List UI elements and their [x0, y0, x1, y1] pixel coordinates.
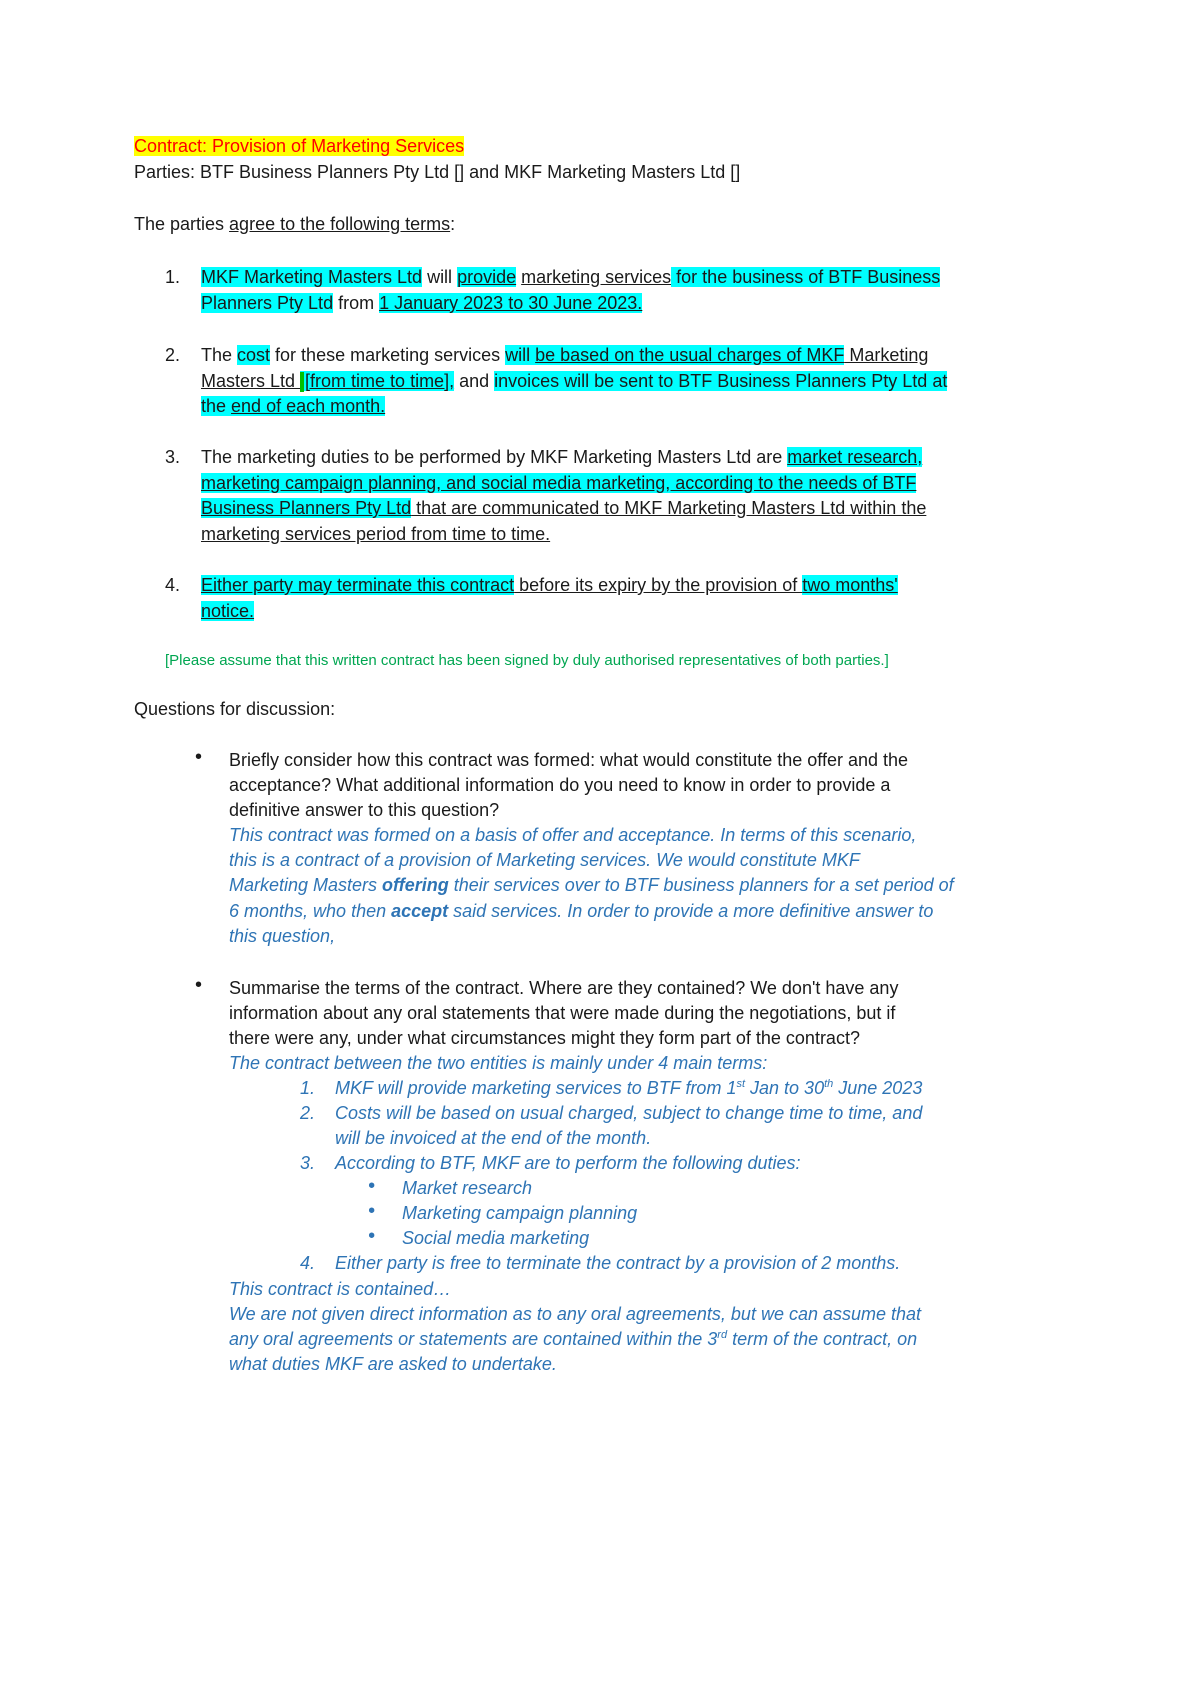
text-run: Marketing Masters [229, 875, 383, 896]
term-number: 4. [165, 575, 181, 595]
parties-line: Parties: BTF Business Planners Pty Ltd [] and MKF Marketing Masters Ltd [] [134, 162, 741, 182]
term-line [201, 521, 550, 548]
question-line [229, 1000, 895, 1027]
questions-heading: Questions for discussion: [134, 699, 336, 719]
term-line [201, 495, 926, 522]
text-run: Summarise the terms of the contract. Where are they contained? We don't have any [229, 978, 899, 998]
text-run: market research, [787, 447, 923, 467]
answer-item-number: 1. [300, 1078, 316, 1098]
text-run: offering [382, 875, 449, 896]
text-run: Social media marketing [402, 1228, 590, 1248]
text-run: for the business of BTF Business [671, 267, 941, 287]
text-run: Planners Pty Ltd [201, 292, 334, 313]
answer-item-line: will be invoiced at the end of the month. [335, 1128, 652, 1148]
question-line [229, 747, 908, 774]
answer-line [229, 822, 916, 849]
text-run: that are communicated to MKF Marketing Masters Ltd within the [411, 498, 927, 518]
text-run: notice. [201, 600, 255, 621]
term-number: 2. [165, 345, 181, 365]
text-run: end of each month. [231, 396, 386, 416]
text-run: [from time to time], [305, 370, 455, 391]
question-line [229, 1025, 860, 1052]
text-run: Market research [402, 1178, 533, 1198]
question-line [229, 772, 890, 799]
text-run: there were any, under what circumstances might they form part of the contract? [229, 1028, 860, 1048]
text-run: The contract between the two entities is mainly under 4 main terms: [229, 1053, 768, 1073]
signature-note: [Please assume that this written contract has been signed by duly authorised representatives of both parties.] [165, 652, 889, 669]
bullet-icon: • [368, 1200, 376, 1222]
term-line [201, 393, 385, 420]
term-line [201, 470, 916, 497]
term-line [201, 342, 928, 369]
text-run: cost [237, 345, 271, 365]
term-line [201, 598, 254, 625]
text-run: this is a contract of a provision of Marketing services. We would constitute MKF [229, 850, 860, 871]
answer-item-line: MKF will provide marketing services to BTF from 1st Jan to 30th June 2023 [335, 1078, 923, 1098]
text-run: two months' [802, 575, 898, 595]
duty-item [402, 1225, 589, 1252]
text-run: marketing services [521, 267, 672, 287]
text-run: Briefly consider how this contract was formed: what would constitute the offer and the [229, 750, 909, 770]
text-run: Business Planners Pty Ltd [201, 498, 412, 518]
text-run: 1 January 2023 to 30 June 2023. [379, 292, 643, 313]
contained-line [229, 1276, 451, 1303]
term-line [201, 264, 940, 291]
answer-line [229, 872, 954, 899]
contract-title: Contract: Provision of Marketing Services [134, 136, 465, 156]
term-line [201, 290, 642, 317]
text-run: This contract was formed on a basis of offer and acceptance. In terms of this scenario, [229, 825, 917, 845]
term-number: 3. [165, 447, 181, 467]
text-run: acceptance? What additional information do you need to know in order to provide a [229, 775, 891, 795]
text-run: 6 months, who then [229, 900, 392, 921]
answer-item-line: According to BTF, MKF are to perform the following duties: [335, 1153, 801, 1173]
closing-line: any oral agreements or statements are contained within the 3rd term of the contract, on [229, 1329, 918, 1349]
question-line [229, 797, 499, 824]
text-run: for these marketing services [270, 345, 506, 365]
bullet-icon: • [195, 974, 203, 996]
text-run: information about any oral statements that were made during the negotiations, but if [229, 1003, 896, 1023]
question-line [229, 975, 898, 1002]
text-run: The [201, 345, 238, 365]
text-run: definitive answer to this question? [229, 800, 500, 820]
text-run: from [333, 292, 380, 313]
text-run: said services. In order to provide a more definitive answer to [448, 900, 934, 921]
answer-item-line: Either party is free to terminate the contract by a provision of 2 months. [335, 1253, 901, 1273]
bullet-icon: • [368, 1175, 376, 1197]
text-run: Either party may terminate this contract [201, 575, 515, 595]
answer-item-number: 3. [300, 1153, 316, 1173]
duty-item [402, 1175, 532, 1202]
text-run: Marketing campaign planning [402, 1203, 638, 1223]
text-run: MKF Marketing Masters Ltd [201, 267, 423, 287]
text-run: will [505, 345, 536, 365]
text-run: their services over to BTF business planners for a set period of [448, 875, 954, 896]
text-run: accept [391, 900, 449, 921]
duty-item [402, 1200, 637, 1227]
term-line [201, 444, 922, 471]
text-run: provide [457, 267, 517, 287]
text-run: before its expiry by the provision of [514, 575, 803, 595]
answer-line [229, 898, 933, 925]
text-run: will [422, 267, 458, 287]
text-run: Marketing [844, 345, 929, 365]
text-run: This contract is contained… [229, 1279, 452, 1299]
answer-item-number: 4. [300, 1253, 316, 1273]
term-line [201, 572, 898, 599]
closing-line: We are not given direct information as to any oral agreements, but we can assume that [229, 1304, 922, 1324]
answer-line [229, 847, 860, 874]
text-run: the [201, 396, 232, 416]
answer-item-line: Costs will be based on usual charged, subject to change time to time, and [335, 1103, 923, 1123]
answer-item-number: 2. [300, 1103, 316, 1123]
text-run: invoices will be sent to BTF Business Planners Pty Ltd at [494, 370, 948, 391]
text-run: Masters Ltd [201, 370, 301, 391]
text-run: this question, [229, 925, 336, 946]
answer-intro [229, 1050, 767, 1077]
bullet-icon: • [195, 746, 203, 768]
text-run: marketing campaign planning, and social media marketing, according to the needs of BTF [201, 472, 917, 493]
revision-marker [300, 372, 304, 392]
closing-line: what duties MKF are asked to undertake. [229, 1354, 557, 1374]
intro-line: The parties agree to the following terms: [134, 214, 456, 234]
term-line [201, 368, 947, 395]
term-number: 1. [165, 267, 181, 287]
text-run: The marketing duties to be performed by MKF Marketing Masters Ltd are [201, 447, 788, 467]
answer-line [229, 923, 335, 950]
text-run: and [454, 370, 495, 391]
text-run: be based on the usual charges of MKF [535, 345, 845, 365]
bullet-icon: • [368, 1225, 376, 1247]
text-run: marketing services period from time to time. [201, 523, 551, 544]
